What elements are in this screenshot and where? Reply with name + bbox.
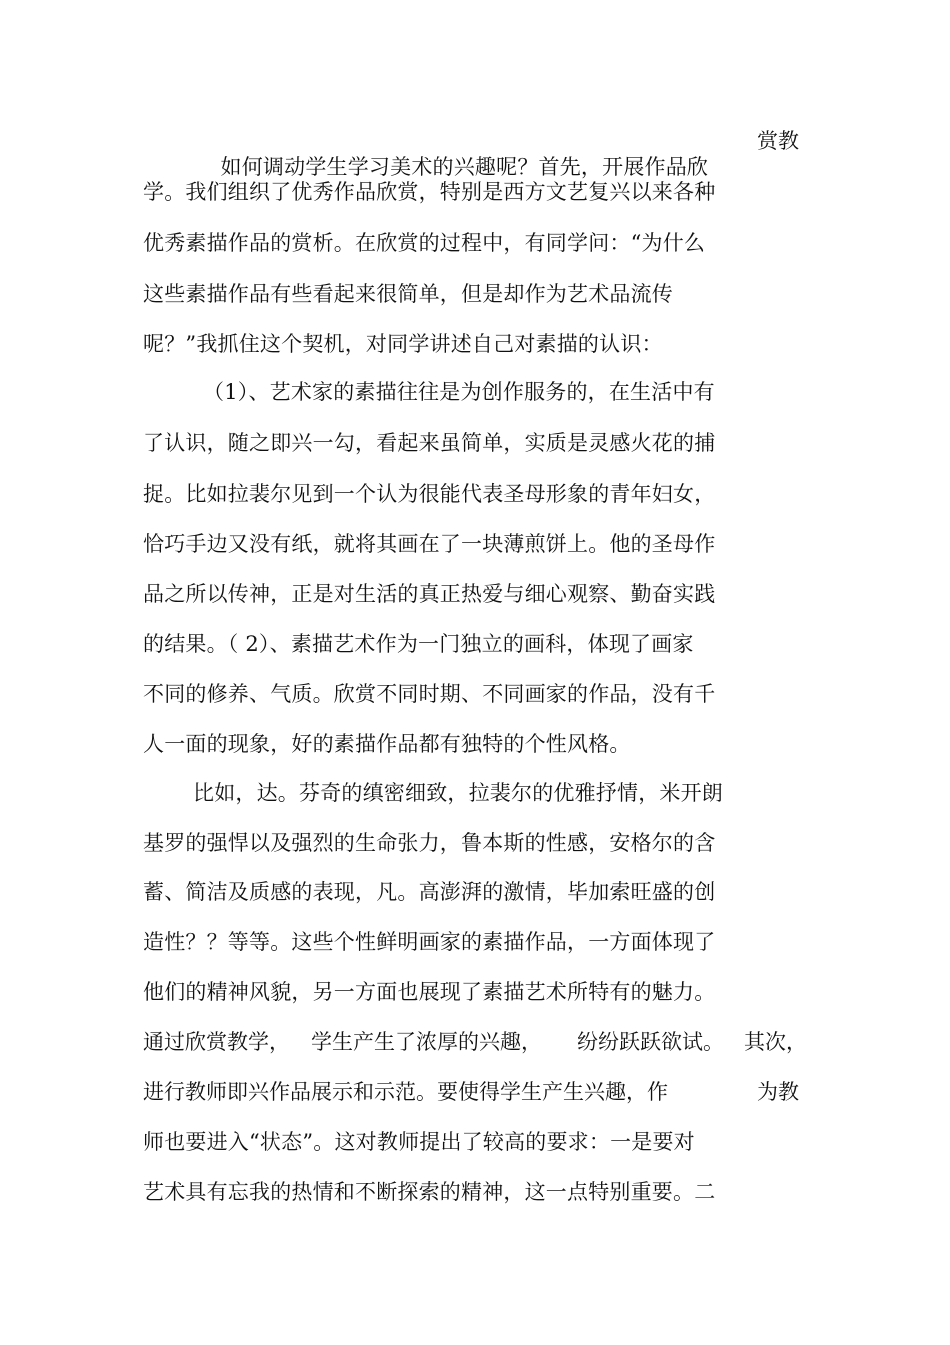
text-line-13: 人一面的现象，好的素描作品都有独特的个性风格。 [143,732,631,756]
text-line-1-part-b: 赏教 [757,129,799,153]
text-line-8: 捉。比如拉裴尔见到一个认为很能代表圣母形象的青年妇女， [143,482,716,506]
text-line-9: 恰巧手边又没有纸，就将其画在了一块薄煎饼上。他的圣母作 [143,532,716,556]
text-line-12: 不同的修养、气质。欣赏不同时期、不同画家的作品，没有千 [143,682,716,706]
text-line-19-part-a: 通过欣赏教学， [143,1030,290,1054]
text-line-6: （1）、艺术家的素描往往是为创作服务的，在生活中有 [203,380,715,404]
text-line-20-part-b: 为教 [757,1080,799,1104]
text-line-19-part-d: 其次， [744,1030,807,1054]
text-line-1-part-a: 如何调动学生学习美术的兴趣呢？首先，开展作品欣 [220,155,709,179]
text-line-17: 造性？？等等。这些个性鲜明画家的素描作品，一方面体现了 [143,930,716,954]
text-line-14: 比如，达。芬奇的缜密细致，拉裴尔的优雅抒情，米开朗 [193,781,723,805]
text-line-18: 他们的精神风貌，另一方面也展现了素描艺术所特有的魅力。 [143,980,716,1004]
text-line-4: 这些素描作品有些看起来很简单，但是却作为艺术品流传 [143,282,673,306]
text-line-2: 学。我们组织了优秀作品欣赏，特别是西方文艺复兴以来各种 [143,180,716,204]
text-line-3: 优秀素描作品的赏析。在欣赏的过程中，有同学问：“为什么 [143,231,706,255]
text-line-21: 师也要进入“状态”。这对教师提出了较高的要求：一是要对 [143,1130,695,1154]
text-line-15: 基罗的强悍以及强烈的生命张力，鲁本斯的性感，安格尔的含 [143,831,716,855]
text-line-19-part-b: 学生产生了浓厚的兴趣， [311,1030,542,1054]
text-line-19-part-c: 纷纷跃跃欲试。 [577,1030,724,1054]
text-line-5: 呢？”我抓住这个契机，对同学讲述自己对素描的认识： [143,332,663,356]
text-line-22: 艺术具有忘我的热情和不断探索的精神，这一点特别重要。二 [143,1180,716,1204]
text-line-10: 品之所以传神，正是对生活的真正热爱与细心观察、勤奋实践 [143,582,716,606]
text-line-11: 的结果。（ 2）、素描艺术作为一门独立的画科，体现了画家 [143,632,694,656]
text-line-16: 蓄、简洁及质感的表现，凡。高澎湃的激情，毕加索旺盛的创 [143,880,716,904]
text-line-20-part-a: 进行教师即兴作品展示和示范。要使得学生产生兴趣，作 [143,1080,668,1104]
text-line-7: 了认识，随之即兴一勾，看起来虽简单，实质是灵感火花的捕 [143,431,716,455]
